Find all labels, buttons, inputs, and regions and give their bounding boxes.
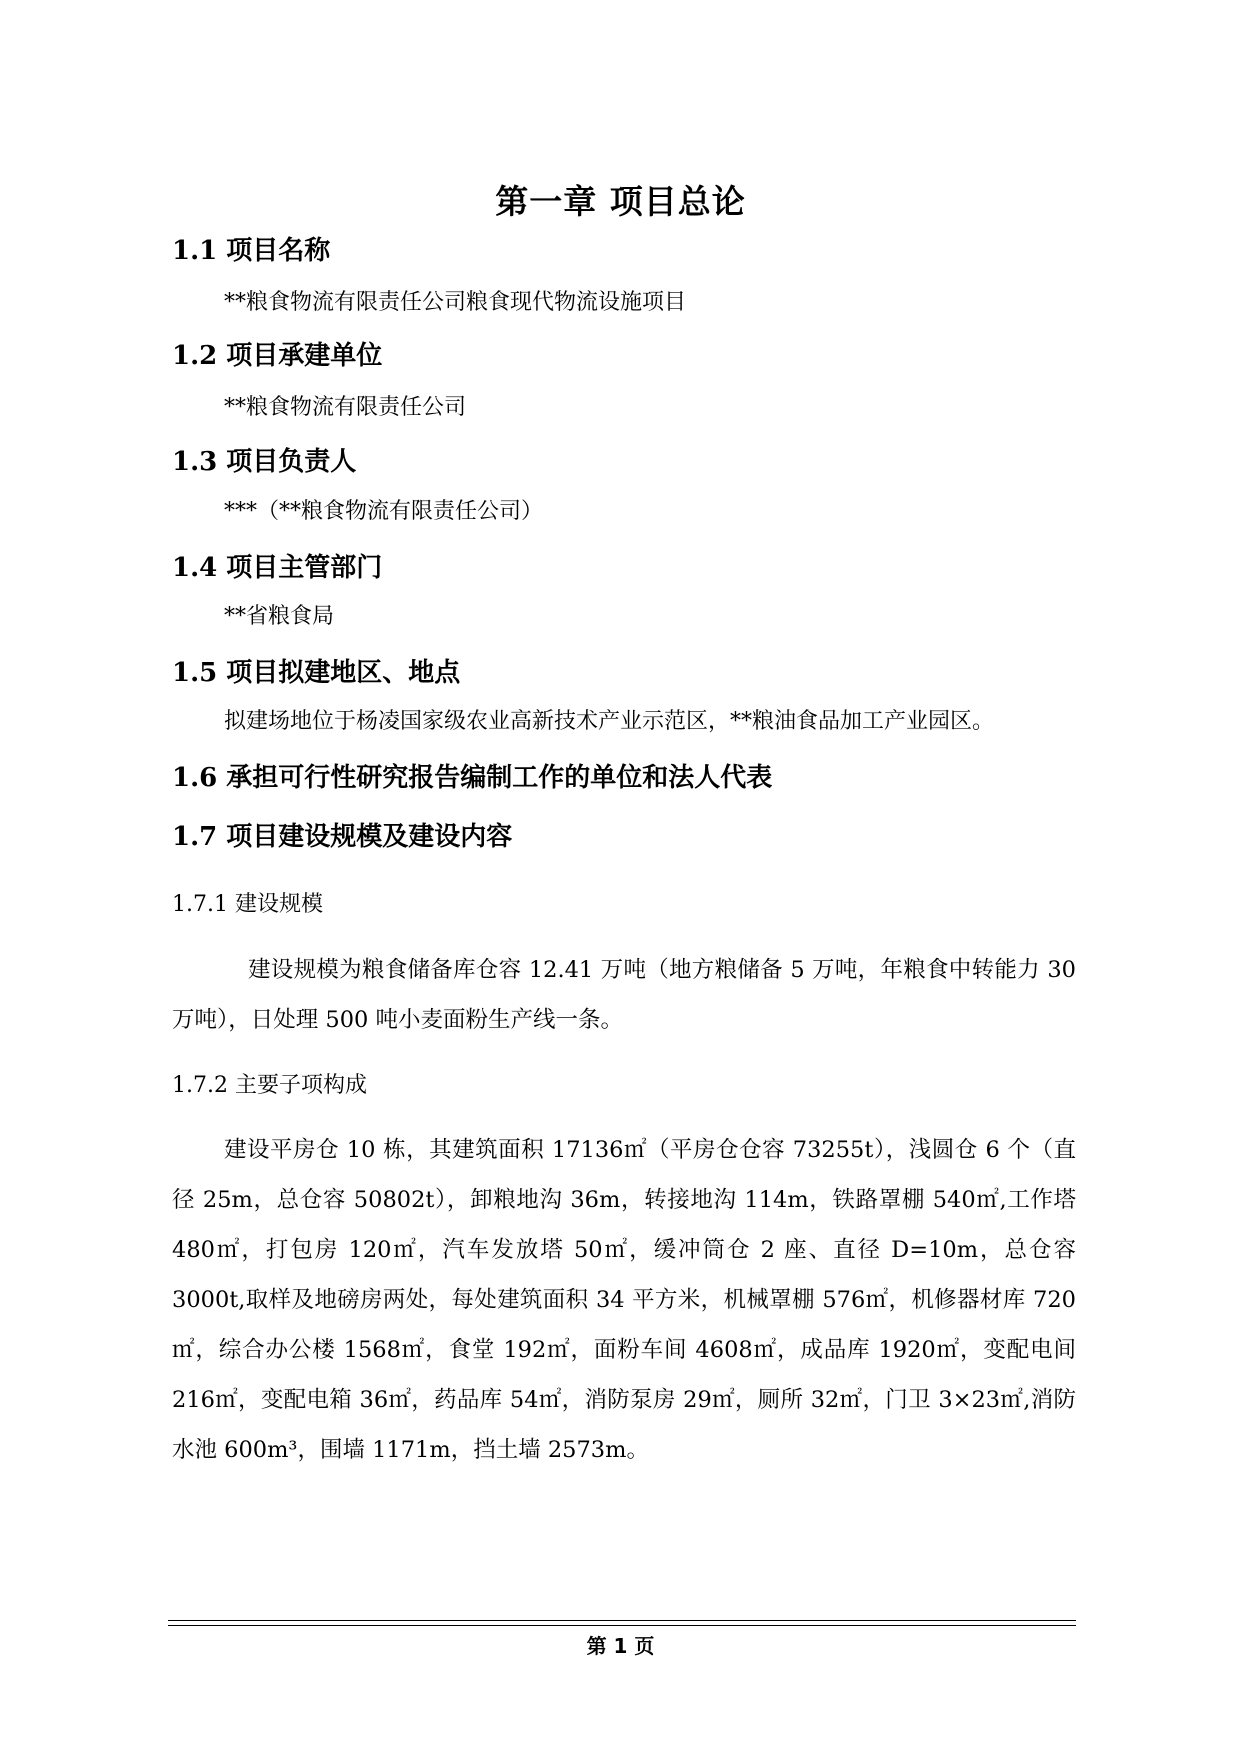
section-heading-1-7: 1.7 项目建设规模及建设内容 (172, 822, 513, 852)
subsection-heading-1-7-2: 1.7.2 主要子项构成 (172, 1073, 367, 1098)
subsection-text-1-7-1: 建设规模为粮食储备库仓容 12.41 万吨（地方粮储备 5 万吨，年粮食中转能力 30 万吨），日处理 500 吨小麦面粉生产线一条。 (172, 957, 1076, 1033)
footer-rule-bottom (168, 1625, 1076, 1626)
footer-rule-top (168, 1620, 1076, 1621)
chapter-title: 第一章 项目总论 (495, 182, 746, 221)
section-text-1-3: ***（**粮食物流有限责任公司） (224, 499, 544, 524)
section-text-1-4: **省粮食局 (224, 604, 335, 629)
section-text-1-2: **粮食物流有限责任公司 (224, 395, 467, 420)
section-heading-1-6: 1.6 承担可行性研究报告编制工作的单位和法人代表 (172, 763, 773, 793)
section-heading-1-3: 1.3 项目负责人 (172, 447, 357, 477)
section-text-1-1: **粮食物流有限责任公司粮食现代物流设施项目 (224, 290, 687, 315)
section-heading-1-2: 1.2 项目承建单位 (172, 341, 383, 371)
page-number: 第 1 页 (586, 1634, 655, 1658)
subsection-heading-1-7-1: 1.7.1 建设规模 (172, 892, 323, 917)
section-heading-1-4: 1.4 项目主管部门 (172, 553, 383, 583)
section-heading-1-5: 1.5 项目拟建地区、地点 (172, 658, 461, 688)
subsection-text-1-7-2: 建设平房仓 10 栋，其建筑面积 17136㎡（平房仓仓容 73255t），浅圆仓 6 个（直径 25m，总仓容 50802t），卸粮地沟 36m，转接地沟 114m，铁路罩棚 540㎡,工作塔 480㎡，打包房 120㎡，汽车发放塔 50㎡，缓冲筒仓 2 座、直径 D=10m，总仓容 3000t,取样及地磅房两处，每处建筑面积 34 平方米，机械罩棚 576㎡，机修器材库 720㎡，综合办公楼 1568㎡，食堂 192㎡，面粉车间 4608㎡，成品库 1920㎡，变配电间 216㎡，变配电箱 36㎡，药品库 54㎡，消防泵房 29㎡，厕所 32㎡，门卫 3×23㎡,消防水池 600m³，围墙 1171m，挡土墙 2573m。 (172, 1137, 1076, 1463)
section-heading-1-1: 1.1 项目名称 (172, 236, 331, 266)
section-text-1-5: 拟建场地位于杨凌国家级农业高新技术产业示范区，**粮油食品加工产业园区。 (224, 709, 995, 734)
